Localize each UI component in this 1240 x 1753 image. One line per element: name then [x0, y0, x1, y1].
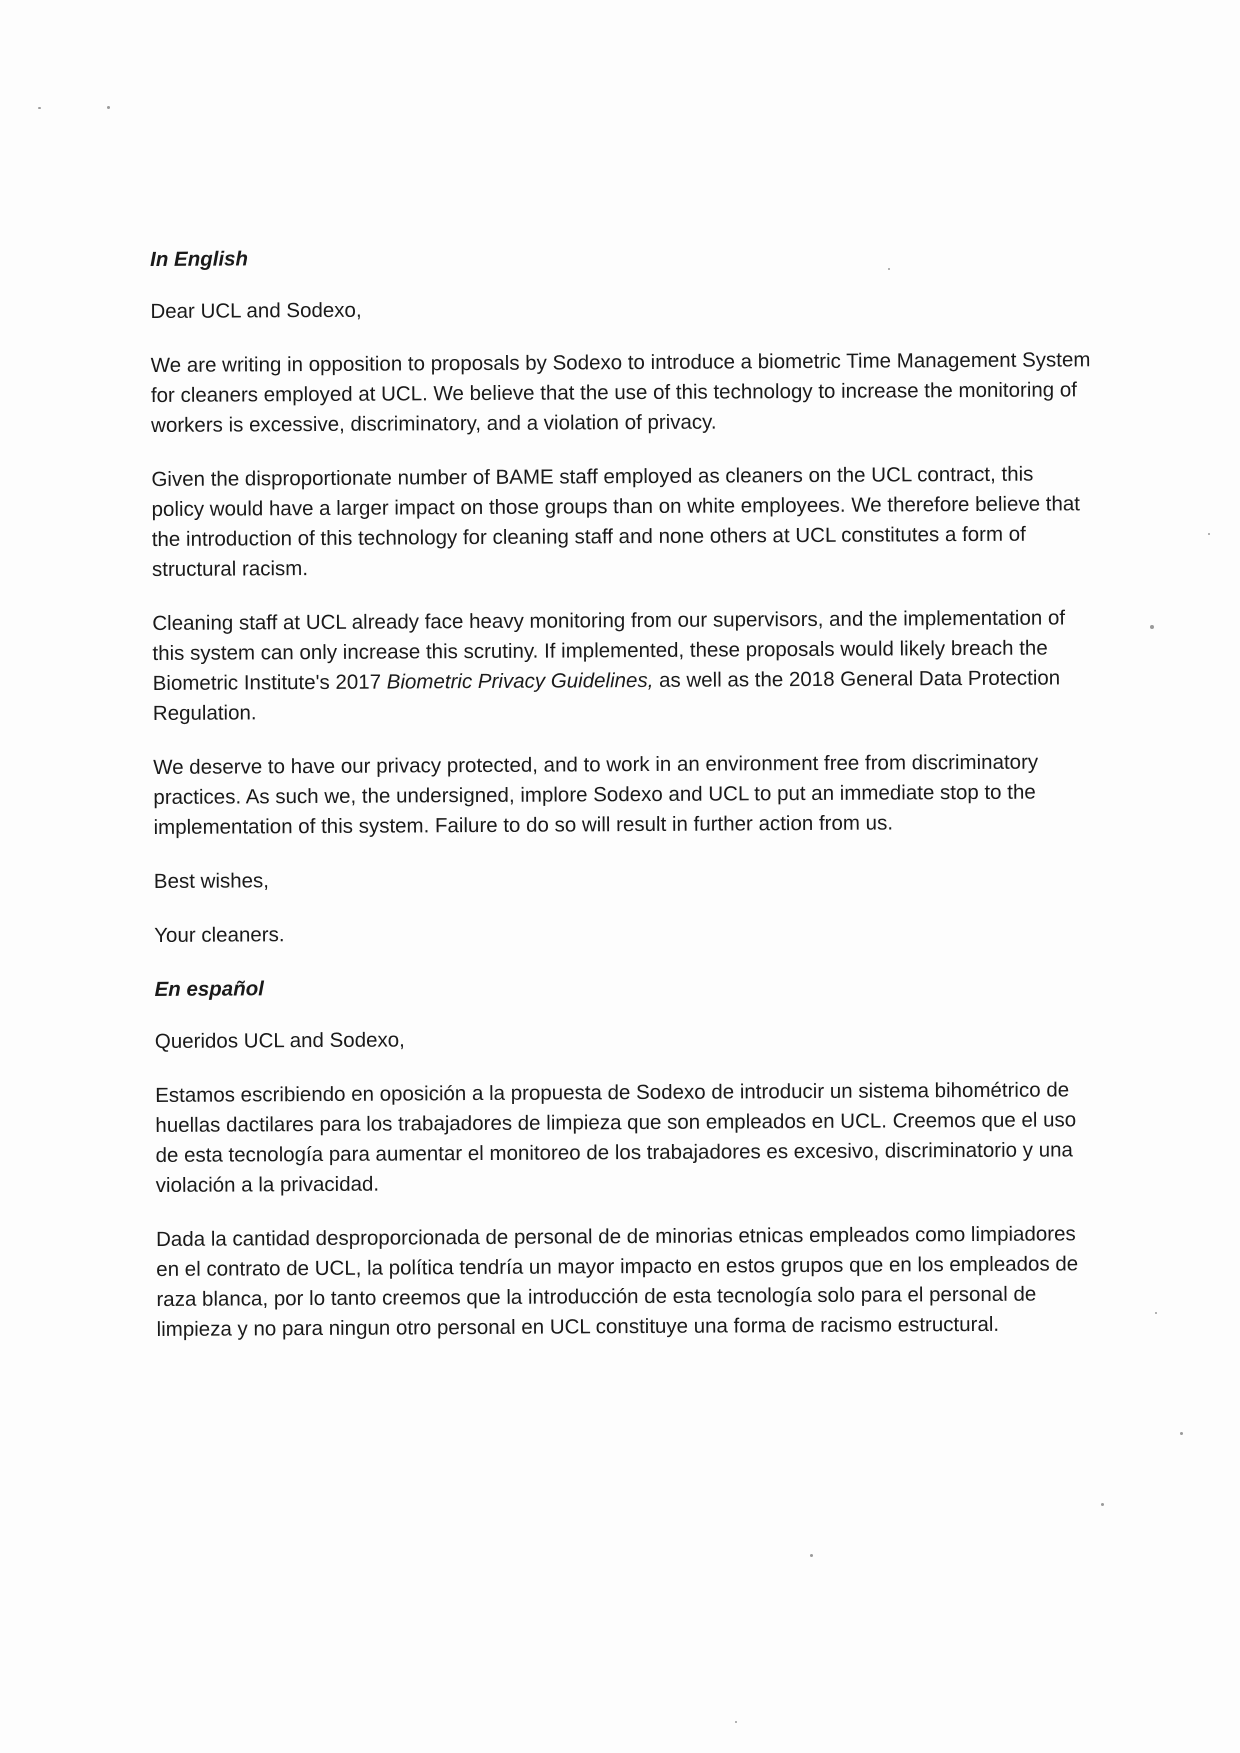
scan-speck: [38, 107, 41, 109]
scan-speck: [735, 1721, 737, 1723]
scan-speck: [107, 106, 110, 109]
guidelines-title: Biometric Privacy Guidelines,: [386, 668, 654, 694]
paragraph-3-text-start: Cleaning staff at UCL already face heavy monitoring from our supervisors, and the implementation of this system can only increase this scrutiny. If implemented, these proposals would likely breach the Biometric Institute's 2017: [152, 606, 1066, 695]
spanish-paragraph-2: Dada la cantidad desproporcionada de personal de de minorias etnicas empleados como limpiadores en el contrato de UCL, la política tendría un mayor impacto en estos grupos que en los empleados de raza blanca, por lo tanto creemos que la introducción de esta tecnología solo para el personal de limpieza y no para ningun otro personal en UCL constituye una forma de racismo estructural.: [156, 1222, 1079, 1341]
spanish-heading: En español: [154, 977, 264, 1001]
scan-speck: [810, 1554, 813, 1557]
spanish-salutation: Queridos UCL and Sodexo,: [154, 1028, 405, 1053]
english-paragraph-1: We are writing in opposition to proposals by Sodexo to introduce a biometric Time Management System for cleaners employed at UCL. We believe that the use of this technology to increase the monitoring of workers is excessive, discriminatory, and a violation of privacy.: [150, 348, 1091, 437]
letter-body: [150, 239, 1097, 1345]
english-paragraph-2: Given the disproportionate number of BAME staff employed as cleaners on the UCL contract, this policy would have a larger impact on those groups than on white employees. We therefore believe that the introduction of this technology for cleaning staff and none others at UCL constitutes a form of structural racism.: [151, 462, 1081, 581]
english-heading: In English: [150, 247, 249, 271]
english-paragraph-3: [152, 603, 1093, 729]
scan-speck: [1101, 1503, 1104, 1506]
scan-speck: [1150, 625, 1154, 629]
english-signature: Your cleaners.: [154, 923, 285, 947]
scan-speck: [1180, 1432, 1183, 1435]
paragraph-3-text-end: as well as the 2018 General Data Protection Regulation.: [152, 666, 1061, 725]
scan-speck: [888, 268, 890, 270]
spanish-paragraph-1: Estamos escribiendo en oposición a la propuesta de Sodexo de introducir un sistema bihométrico de huellas dactilares para los trabajadores de limpieza que son empleados en UCL. Creemos que el uso de esta tecnología para aumentar el monitoreo de los trabajadores es excesivo, discriminatorio y una violación a la privacidad.: [155, 1078, 1077, 1197]
scan-speck: [1155, 1312, 1157, 1314]
english-closing: Best wishes,: [153, 869, 270, 893]
english-paragraph-4: We deserve to have our privacy protected, and to work in an environment free from discriminatory practices. As such we, the undersigned, implore Sodexo and UCL to put an immediate stop to the implementation of this system. Failure to do so will result in further action from us.: [153, 750, 1039, 839]
scan-speck: [1208, 533, 1210, 535]
english-salutation: Dear UCL and Sodexo,: [150, 298, 362, 323]
